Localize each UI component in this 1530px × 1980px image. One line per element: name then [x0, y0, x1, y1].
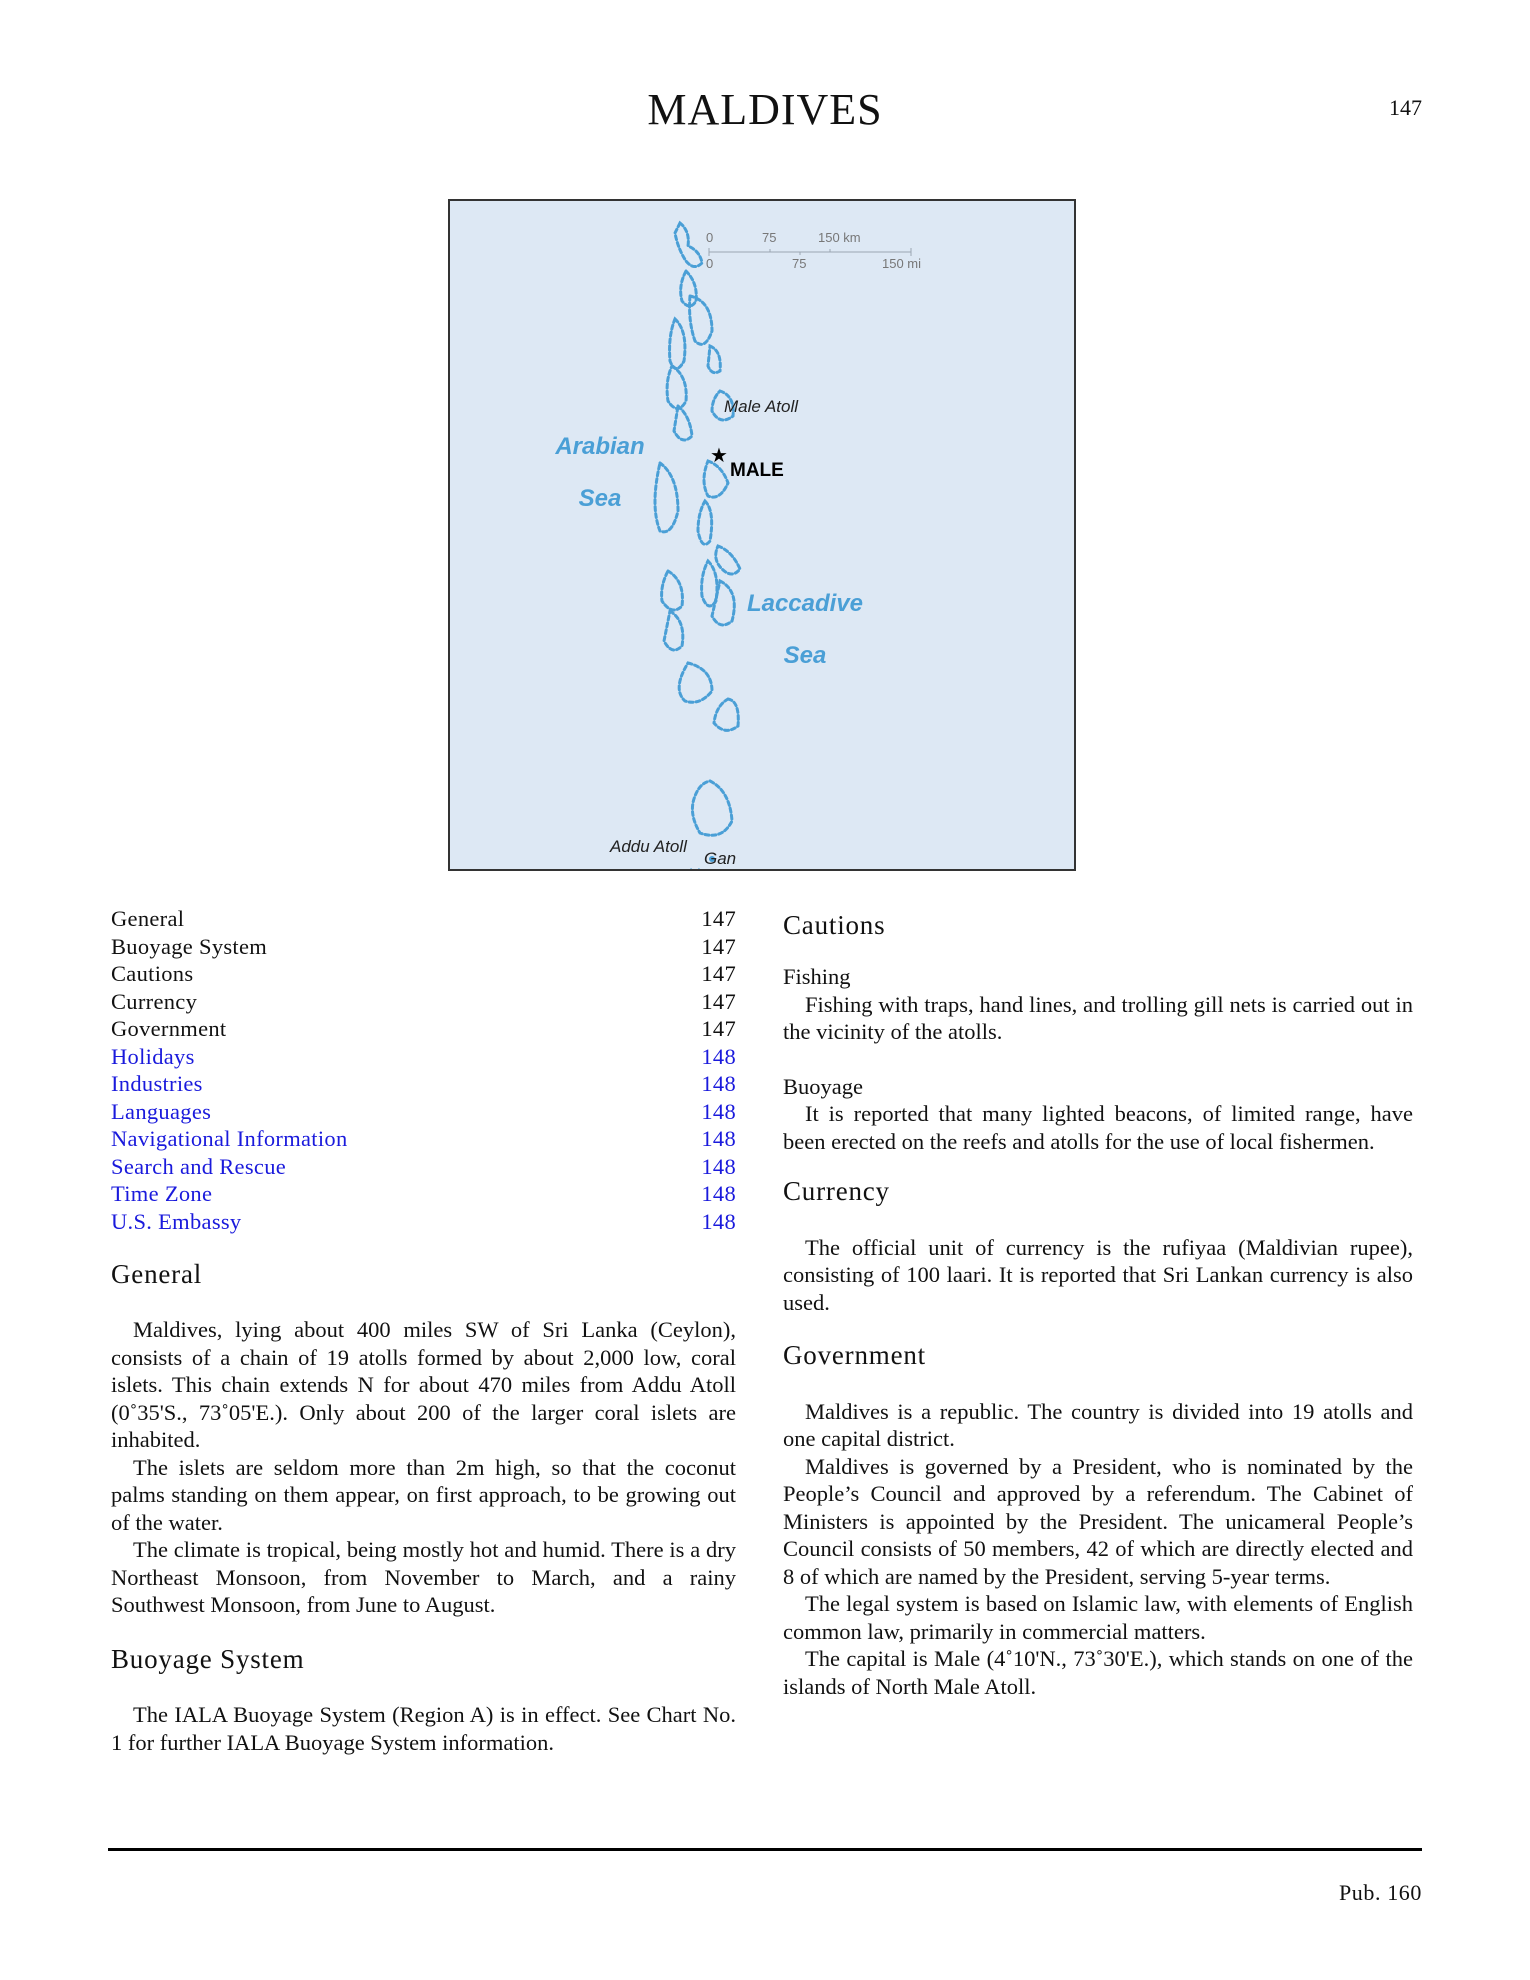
currency-paragraph: The official unit of currency is the rufiyaa (Maldivian rupee), consisting of 100 laari. It is reported that Sri Lankan currency is also used.	[783, 1234, 1413, 1315]
scale-km-150: 150 km	[818, 230, 861, 245]
buoyage-paragraph: It is reported that many lighted beacons, of limited range, have been erected on the reefs and atolls for the use of local fishermen.	[783, 1101, 1413, 1154]
general-paragraph-3: The climate is tropical, being mostly hot and humid. There is a dry Northeast Monsoon, from November to March, and a rainy Southwest Monsoon, from June to August.	[111, 1537, 736, 1618]
male-atoll-label: Male Atoll	[724, 397, 799, 416]
heading-currency: Currency	[783, 1176, 890, 1207]
footer-rule	[108, 1848, 1422, 1851]
right-column	[783, 905, 1413, 1700]
table-of-contents	[111, 905, 736, 1235]
toc-link-languages[interactable]: Languages 148	[111, 1098, 736, 1124]
addu-atoll-label: Addu Atoll	[610, 837, 687, 856]
heading-general: General	[111, 1259, 203, 1289]
left-column	[111, 905, 736, 1756]
buoyage-system-paragraph: The IALA Buoyage System (Region A) is in effect. See Chart No. 1 for further IALA Buoyage System information.	[111, 1702, 736, 1755]
toc-link-navigational-information[interactable]: Navigational Information 148	[111, 1126, 736, 1151]
toc-item-buoyage-system[interactable]: Buoyage System 147	[111, 933, 736, 959]
atolls-graphic	[450, 201, 1076, 871]
toc-link-time-zone[interactable]: Time Zone 148	[111, 1181, 736, 1206]
capital-label: MALE	[730, 460, 784, 481]
page-number: 147	[1389, 95, 1422, 120]
toc-item-government[interactable]: Government 147	[111, 1016, 736, 1041]
government-paragraph-3: The legal system is based on Islamic law, with elements of English common law, primarily in commercial matters.	[783, 1591, 1413, 1644]
general-paragraph-1: Maldives, lying about 400 miles SW of Sri Lanka (Ceylon), consists of a chain of 19 atolls formed by about 2,000 low, coral islets. This chain extends N for about 470 miles from Addu Atoll (0˚35'S., 73˚05'E.). Only about 200 of the larger coral islets are inhabited.	[111, 1317, 736, 1453]
capital-star-icon: ★	[710, 445, 728, 467]
arabian-sea-label: Arabian Sea	[555, 433, 645, 512]
toc-item-cautions[interactable]: Cautions 147	[111, 961, 736, 986]
scale-mi-75: 75	[792, 256, 807, 271]
section-cautions	[783, 909, 1413, 1155]
page-title: MALDIVES	[647, 85, 883, 134]
toc-item-currency[interactable]: Currency 147	[111, 988, 736, 1014]
toc-link-industries[interactable]: Industries 148	[111, 1071, 736, 1096]
general-paragraph-2: The islets are seldom more than 2m high, so that the coconut palms standing on them appear, on first approach, to be growing out of the water.	[111, 1454, 736, 1535]
scale-km-0: 0	[706, 230, 714, 245]
heading-cautions: Cautions	[783, 910, 886, 940]
government-paragraph-2: Maldives is governed by a President, who is nominated by the People’s Council and approved by a referendum. The Cabinet of Ministers is appointed by the President. The unicameral People’s Council consists of 50 members, 42 of which are directly elected and 8 of which are named by the President, serving 5-year terms.	[783, 1453, 1413, 1589]
government-paragraph-1: Maldives is a republic. The country is divided into 19 atolls and one capital district.	[783, 1398, 1413, 1452]
laccadive-sea-label: Laccadive Sea	[746, 590, 864, 669]
section-general	[111, 1258, 736, 1619]
publication-label: Pub. 160	[1338, 1880, 1422, 1905]
section-buoyage-system	[111, 1643, 736, 1756]
scale-mi-0: 0	[706, 256, 714, 271]
government-paragraph-4: The capital is Male (4˚10'N., 73˚30'E.), which stands on one of the islands of North Male Atoll.	[783, 1646, 1413, 1699]
toc-link-holidays[interactable]: Holidays 148	[111, 1043, 736, 1069]
scale-mi-150: 150 mi	[882, 256, 922, 271]
subheading-buoyage: Buoyage	[783, 1073, 863, 1099]
heading-government: Government	[783, 1340, 926, 1371]
toc-item-general[interactable]: General 147	[111, 906, 736, 931]
subheading-fishing: Fishing	[783, 964, 851, 990]
section-currency	[783, 1175, 1413, 1316]
toc-link-us-embassy[interactable]: U.S. Embassy 148	[111, 1208, 736, 1234]
heading-buoyage-system: Buoyage System	[111, 1643, 305, 1674]
scale-km-75: 75	[762, 230, 777, 245]
fishing-paragraph: Fishing with traps, hand lines, and trolling gill nets is carried out in the vicinity of the atolls.	[783, 991, 1413, 1045]
toc-link-search-and-rescue[interactable]: Search and Rescue 148	[111, 1153, 736, 1179]
gan-label: Gan	[704, 849, 737, 868]
maldives-map	[448, 199, 1076, 871]
section-government	[783, 1339, 1413, 1700]
